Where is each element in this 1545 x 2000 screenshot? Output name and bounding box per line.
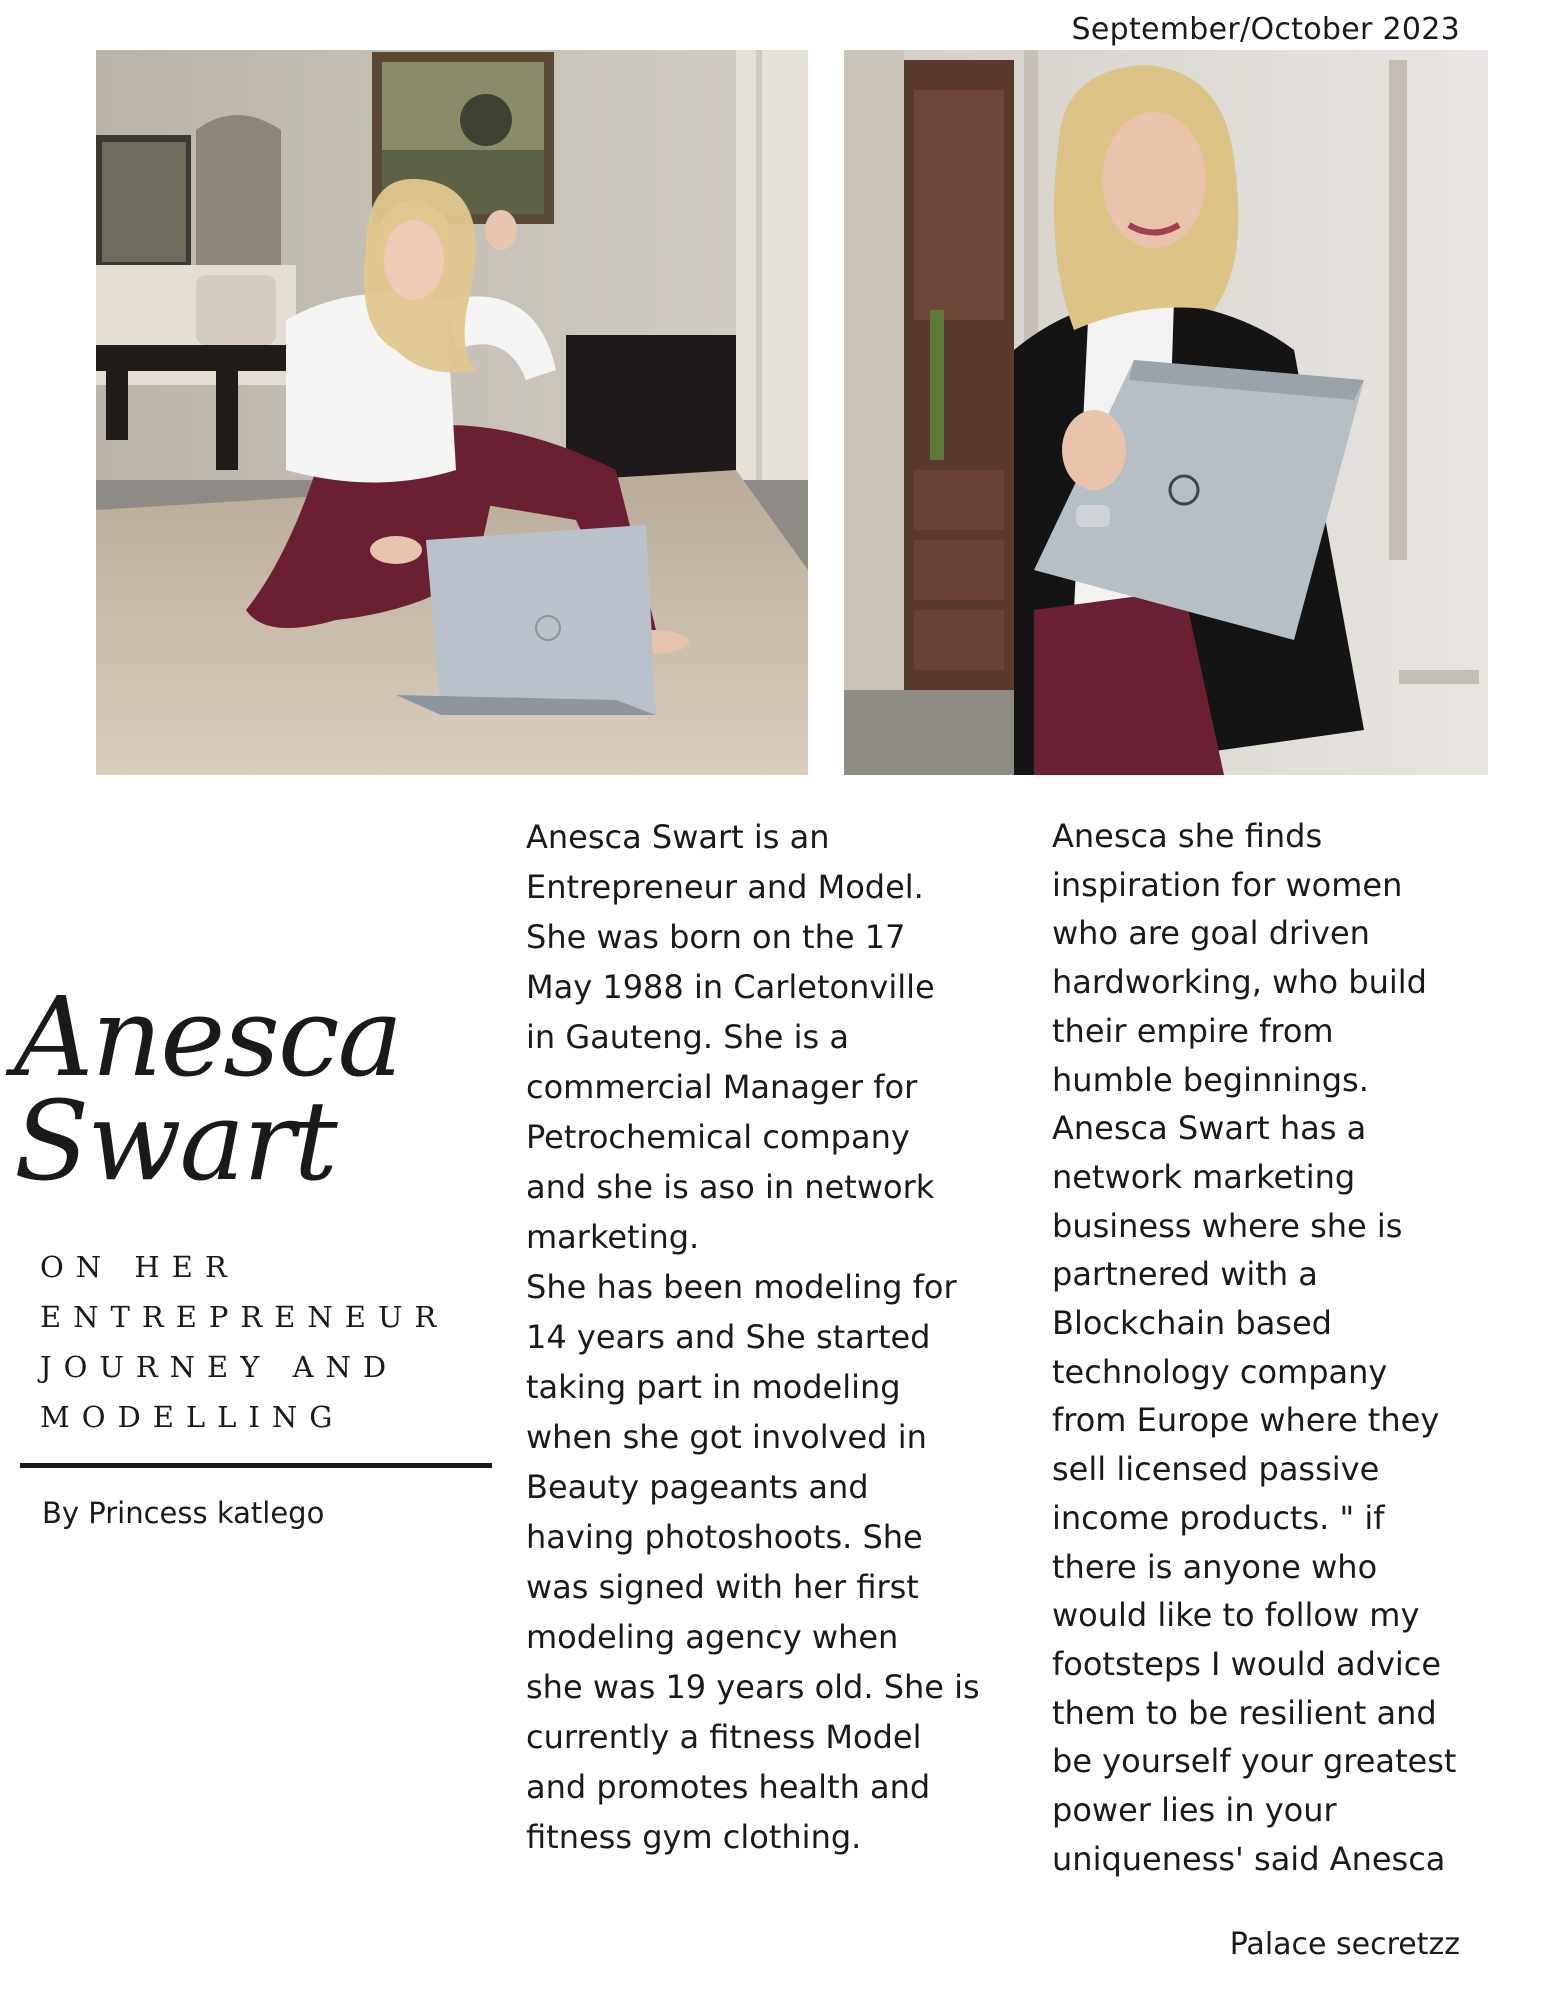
headline-block: [14, 973, 402, 1205]
photo-standing-illustration: [844, 50, 1488, 775]
photo-standing-with-laptop: [844, 50, 1488, 775]
deck-subtitle: ON HER ENTREPRENEUR JOURNEY AND MODELLING: [40, 1250, 449, 1434]
photo-seated-illustration: [96, 50, 808, 775]
photo-seated-with-laptop: [96, 50, 808, 775]
footer-brand: Palace secretzz: [1229, 1927, 1460, 1962]
headline-last-name: Swart: [14, 1077, 336, 1205]
divider-rule: [20, 1463, 492, 1468]
headline: [14, 973, 402, 1205]
article-column-1: Anesca Swart is an Entrepreneur and Model. She was born on the 17 May 1988 in Carletonville in Gauteng. She is a commercial Manager for Petrochemical company and she is aso in network marketing. She has been modeling for 14 years and She started taking part in modeling when she got involved in Beauty pageants and having photoshoots. She was signed with her first modeling agency when she was 19 years old. She is currently a fitness Model and promotes health and fitness gym clothing.: [526, 818, 980, 1856]
headline-first-name: Anesca: [14, 973, 402, 1101]
article-column-2: Anesca she finds inspiration for women who are goal driven hardworking, who build their empire from humble beginnings. Anesca Swart has a network marketing business where she is partnered with a Blockchain based technology company from Europe where they sell licensed passive income products. " if there is anyone who would like to follow my footsteps I would advice them to be resilient and be yourself your greatest power lies in your uniqueness' said Anesca: [1052, 817, 1457, 1878]
issue-date: September/October 2023: [1071, 12, 1460, 47]
byline: By Princess katlego: [42, 1496, 325, 1530]
